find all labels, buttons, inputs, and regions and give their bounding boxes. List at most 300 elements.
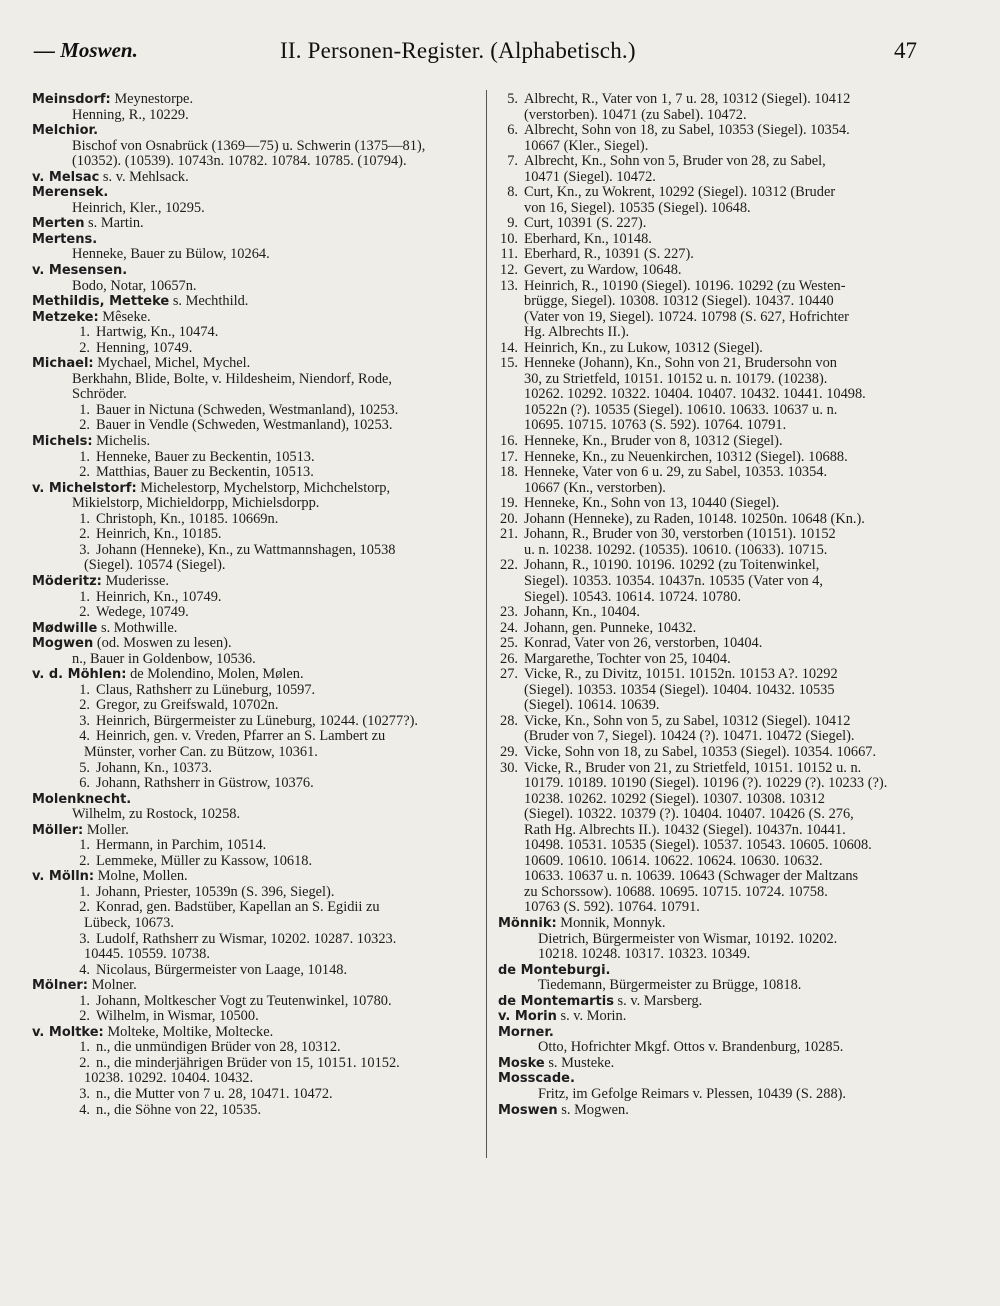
index-entry-heading — [32, 574, 476, 590]
numbered-entry — [32, 900, 476, 916]
entry-text: Matthias, Bauer zu Beckentin, 10513. — [96, 464, 314, 481]
entry-number: 8. — [507, 184, 518, 201]
index-entry-heading — [32, 263, 476, 279]
entry-continuation — [498, 823, 930, 839]
entry-text: 10445. 10559. 10738. — [84, 946, 210, 963]
entry-number: 30. — [500, 759, 518, 776]
numbered-entry — [32, 729, 476, 745]
entry-text: Bischof von Osnabrück (1369—75) u. Schwerin (1375—81), — [72, 137, 426, 154]
numbered-entry — [498, 714, 930, 730]
entry-text: Eberhard, R., 10391 (S. 227). — [524, 246, 694, 263]
entry-text: Albrecht, Sohn von 18, zu Sabel, 10353 (Siegel). 10354. — [524, 122, 850, 139]
numbered-entry — [498, 636, 930, 652]
entry-continuation — [32, 745, 476, 761]
running-head-left: — Moswen. — [34, 38, 138, 62]
entry-text: s. v. Mehlsack. — [99, 168, 189, 185]
entry-headword: v. Morin — [498, 1009, 557, 1025]
entry-text: Nicolaus, Bürgermeister von Laage, 10148. — [96, 961, 348, 978]
numbered-entry — [498, 496, 930, 512]
entry-headword: Moske — [498, 1055, 545, 1071]
entry-line — [498, 1040, 930, 1056]
entry-number: 2. — [79, 526, 90, 543]
numbered-entry — [32, 450, 476, 466]
index-entry-heading — [32, 232, 476, 248]
entry-text: 10471 (Siegel). 10472. — [524, 168, 656, 185]
entry-text: Johann, R., 10190. 10196. 10292 (zu Toitenwinkel, — [524, 557, 820, 574]
entry-text: (verstorben). 10471 (zu Sabel). 10472. — [524, 106, 747, 123]
entry-number: 1. — [79, 588, 90, 605]
numbered-entry — [498, 279, 930, 295]
entry-text: Eberhard, Kn., 10148. — [524, 230, 652, 247]
index-entry-heading — [32, 621, 476, 637]
entry-text: Johann, Rathsherr in Güstrow, 10376. — [96, 775, 314, 792]
entry-text: Konrad, Vater von 26, verstorben, 10404. — [524, 635, 763, 652]
entry-number: 1. — [79, 681, 90, 698]
entry-headword: v. Mesensen. — [32, 263, 128, 279]
entry-text: s. Mechthild. — [169, 293, 249, 310]
entry-text: Mychael, Michel, Mychel. — [93, 355, 251, 372]
entry-text: Bodo, Notar, 10657n. — [72, 277, 197, 294]
entry-text: 10695. 10715. 10763 (S. 592). 10764. 10791. — [524, 417, 787, 434]
page-title: II. Personen-Register. (Alphabetisch.) — [280, 38, 636, 63]
entry-headword: Merten — [32, 216, 85, 232]
entry-text: Molteke, Moltike, Moltecke. — [103, 1023, 274, 1040]
entry-text: Johann, Moltkescher Vogt zu Teutenwinkel, 10780. — [96, 992, 392, 1009]
entry-text: Rath Hg. Albrechts II.). 10432 (Siegel). 10437n. 10441. — [524, 821, 846, 838]
entry-continuation — [498, 776, 930, 792]
entry-headword: Mertens. — [32, 231, 98, 247]
entry-headword: Meinsdorf: — [32, 92, 111, 107]
entry-text: zu Schorssow). 10688. 10695. 10715. 10724. 10758. — [524, 883, 828, 900]
entry-text: Bauer in Nictuna (Schweden, Westmanland), 10253. — [96, 401, 399, 418]
entry-text: (Vater von 19, Siegel). 10724. 10798 (S. 627, Hofrichter — [524, 308, 849, 325]
entry-number: 3. — [79, 541, 90, 558]
numbered-entry — [498, 558, 930, 574]
entry-continuation — [498, 792, 930, 808]
entry-line — [32, 807, 476, 823]
numbered-entry — [32, 776, 476, 792]
entry-text: 10238. 10262. 10292 (Siegel). 10307. 10308. 10312 — [524, 790, 825, 807]
entry-text: Siegel). 10543. 10614. 10724. 10780. — [524, 588, 742, 605]
entry-continuation — [498, 838, 930, 854]
entry-number: 4. — [79, 961, 90, 978]
entry-number: 2. — [79, 1008, 90, 1025]
entry-continuation — [498, 403, 930, 419]
numbered-entry — [32, 963, 476, 979]
numbered-entry — [32, 418, 476, 434]
numbered-entry — [32, 527, 476, 543]
entry-text: Margarethe, Tochter von 25, 10404. — [524, 650, 731, 667]
entry-text: s. v. Morin. — [556, 1008, 627, 1025]
entry-continuation — [498, 294, 930, 310]
entry-text: Wilhelm, zu Rostock, 10258. — [72, 806, 241, 823]
index-entry-heading — [32, 978, 476, 994]
index-entry-heading — [32, 481, 476, 497]
entry-text: Vicke, R., zu Divitz, 10151. 10152n. 10153 A?. 10292 — [524, 666, 838, 683]
entry-text: Tiedemann, Bürgermeister zu Brügge, 10818. — [538, 977, 802, 994]
entry-text: s. Musteke. — [544, 1054, 615, 1071]
entry-text: Claus, Rathsherr zu Lüneburg, 10597. — [96, 681, 316, 698]
entry-text: Johann, Priester, 10539n (S. 396, Siegel). — [96, 883, 335, 900]
entry-text: Molne, Mollen. — [94, 868, 188, 885]
numbered-entry — [32, 1009, 476, 1025]
entry-headword: Mönnik: — [498, 915, 557, 931]
entry-text: n., Bauer in Goldenbow, 10536. — [72, 650, 256, 667]
entry-headword: Möderitz: — [32, 573, 102, 589]
entry-continuation — [498, 139, 930, 155]
entry-headword: Moswen — [498, 1102, 558, 1118]
numbered-entry — [32, 932, 476, 948]
entry-continuation — [498, 170, 930, 186]
entry-text: Vicke, R., Bruder von 21, zu Strietfeld, 10151. 10152 u. n. — [524, 759, 862, 776]
entry-number: 2. — [79, 852, 90, 869]
entry-number: 24. — [500, 619, 518, 636]
entry-text: Henneke, Vater von 6 u. 29, zu Sabel, 10353. 10354. — [524, 464, 828, 481]
entry-number: 28. — [500, 712, 518, 729]
entry-text: n., die Söhne von 22, 10535. — [96, 1101, 262, 1118]
entry-number: 2. — [79, 1054, 90, 1071]
entry-headword: Möller: — [32, 822, 84, 838]
entry-text: 10667 (Kler., Siegel). — [524, 137, 649, 154]
index-entry-heading — [32, 823, 476, 839]
numbered-entry — [498, 761, 930, 777]
entry-text: Hartwig, Kn., 10474. — [96, 324, 219, 341]
entry-text: Lübeck, 10673. — [84, 914, 174, 931]
index-entry-heading — [32, 92, 476, 108]
entry-text: Wilhelm, in Wismar, 10500. — [96, 1008, 259, 1025]
numbered-entry — [498, 92, 930, 108]
entry-continuation — [498, 201, 930, 217]
entry-number: 1. — [79, 883, 90, 900]
entry-text: von 16, Siegel). 10535 (Siegel). 10648. — [524, 199, 751, 216]
numbered-entry — [498, 745, 930, 761]
numbered-entry — [32, 838, 476, 854]
entry-continuation — [498, 108, 930, 124]
entry-text: Berkhahn, Blide, Bolte, v. Hildesheim, Niendorf, Rode, — [72, 370, 393, 387]
numbered-entry — [32, 994, 476, 1010]
numbered-entry — [498, 667, 930, 683]
entry-line — [32, 652, 476, 668]
entry-text: 10763 (S. 592). 10764. 10791. — [524, 899, 700, 916]
entry-text: Albrecht, Kn., Sohn von 5, Bruder von 28, zu Sabel, — [524, 153, 826, 170]
entry-line — [32, 154, 476, 170]
entry-line — [32, 387, 476, 403]
entry-continuation — [498, 372, 930, 388]
entry-number: 18. — [500, 464, 518, 481]
numbered-entry — [498, 247, 930, 263]
entry-headword: de Montemartis — [498, 993, 614, 1009]
entry-number: 21. — [500, 526, 518, 543]
entry-continuation — [498, 683, 930, 699]
entry-number: 2. — [79, 899, 90, 916]
numbered-entry — [498, 341, 930, 357]
entry-headword: Metzeke: — [32, 309, 99, 325]
index-entry-heading — [498, 1103, 930, 1119]
entry-number: 20. — [500, 510, 518, 527]
entry-text: n., die unmündigen Brüder von 28, 10312. — [96, 1039, 341, 1056]
index-entry-heading — [32, 869, 476, 885]
entry-text: Hermann, in Parchim, 10514. — [96, 837, 267, 854]
entry-number: 12. — [500, 262, 518, 279]
entry-text: u. n. 10238. 10292. (10535). 10610. (10633). 10715. — [524, 541, 828, 558]
index-entry-heading — [32, 636, 476, 652]
entry-continuation — [498, 387, 930, 403]
index-entry-heading — [32, 434, 476, 450]
entry-number: 13. — [500, 277, 518, 294]
entry-text: Johann, R., Bruder von 30, verstorben (10151). 10152 — [524, 526, 836, 543]
entry-line — [498, 947, 930, 963]
numbered-entry — [498, 232, 930, 248]
entry-headword: de Monteburgi. — [498, 962, 611, 978]
numbered-entry — [498, 605, 930, 621]
numbered-entry — [32, 1056, 476, 1072]
page-number: 47 — [894, 38, 917, 63]
entry-text: (Siegel). 10322. 10379 (?). 10404. 10407. 10426 (S. 276, — [524, 806, 854, 823]
entry-number: 25. — [500, 635, 518, 652]
entry-line — [32, 201, 476, 217]
index-entry-heading — [32, 310, 476, 326]
entry-number: 3. — [79, 1086, 90, 1102]
entry-continuation — [498, 574, 930, 590]
entry-text: Christoph, Kn., 10185. 10669n. — [96, 510, 279, 527]
entry-continuation — [498, 310, 930, 326]
entry-text: Henneke, Kn., zu Neuenkirchen, 10312 (Siegel). 10688. — [524, 448, 848, 465]
entry-text: Heinrich, Kn., zu Lukow, 10312 (Siegel). — [524, 339, 763, 356]
entry-headword: Mölner: — [32, 978, 89, 994]
entry-headword: Mosscade. — [498, 1071, 575, 1087]
index-entry-heading — [32, 185, 476, 201]
entry-number: 9. — [507, 215, 518, 232]
entry-line — [498, 978, 930, 994]
entry-number: 1. — [79, 1039, 90, 1056]
entry-number: 4. — [79, 1101, 90, 1118]
entry-text: 30, zu Strietfeld, 10151. 10152 u. n. 10179. (10238). — [524, 370, 828, 387]
entry-text: Münster, vorher Can. zu Bützow, 10361. — [84, 743, 318, 760]
entry-line — [32, 108, 476, 124]
entry-text: Henneke, Bauer zu Bülow, 10264. — [72, 246, 270, 263]
entry-text: Heinrich, Kn., 10185. — [96, 526, 222, 543]
numbered-entry — [32, 1040, 476, 1056]
numbered-entry — [32, 683, 476, 699]
entry-line — [32, 372, 476, 388]
entry-text: Michelis. — [92, 433, 151, 450]
numbered-entry — [32, 698, 476, 714]
entry-text: Michelestorp, Mychelstorp, Michchelstorp, — [136, 479, 391, 496]
entry-text: Curt, Kn., zu Wokrent, 10292 (Siegel). 10312 (Bruder — [524, 184, 836, 201]
entry-text: Mikielstorp, Michieldorpp, Michielsdorpp. — [72, 495, 320, 512]
entry-text: Heinrich, gen. v. Vreden, Pfarrer an S. Lambert zu — [96, 728, 386, 745]
index-entry-heading — [498, 1071, 930, 1087]
entry-text: (Siegel). 10353. 10354 (Siegel). 10404. 10432. 10535 — [524, 681, 835, 698]
entry-text: Ludolf, Rathsherr zu Wismar, 10202. 10287. 10323. — [96, 930, 397, 947]
numbered-entry — [32, 325, 476, 341]
entry-text: (Bruder von 7, Siegel). 10424 (?). 10471. 10472 (Siegel). — [524, 728, 855, 745]
entry-number: 26. — [500, 650, 518, 667]
entry-headword: v. Moltke: — [32, 1024, 104, 1040]
entry-text: Curt, 10391 (S. 227). — [524, 215, 647, 232]
entry-line — [32, 139, 476, 155]
numbered-entry — [32, 543, 476, 559]
entry-headword: Mødwille — [32, 620, 98, 636]
numbered-entry — [498, 263, 930, 279]
entry-text: 10522n (?). 10535 (Siegel). 10610. 10633. 10637 u. n. — [524, 401, 838, 418]
numbered-entry — [32, 714, 476, 730]
numbered-entry — [498, 512, 930, 528]
numbered-entry — [498, 356, 930, 372]
entry-headword: Merensek. — [32, 185, 109, 201]
entry-continuation — [498, 325, 930, 341]
index-entry-heading — [498, 1025, 930, 1041]
entry-number: 2. — [79, 339, 90, 356]
entry-text: n., die minderjährigen Brüder von 15, 10151. 10152. — [96, 1054, 400, 1071]
entry-text: Wedege, 10749. — [96, 604, 189, 621]
entry-text: Lemmeke, Müller zu Kassow, 10618. — [96, 852, 313, 869]
entry-text: Vicke, Sohn von 18, zu Sabel, 10353 (Siegel). 10354. 10667. — [524, 743, 877, 760]
entry-line — [32, 496, 476, 512]
entry-number: 2. — [79, 417, 90, 434]
entry-continuation — [498, 481, 930, 497]
numbered-entry — [32, 1087, 476, 1103]
entry-text: Henneke (Johann), Kn., Sohn von 21, Brudersohn von — [524, 355, 837, 372]
entry-number: 2. — [79, 604, 90, 621]
entry-continuation — [32, 558, 476, 574]
entry-text: Henneke, Kn., Bruder von 8, 10312 (Siegel). — [524, 433, 783, 450]
entry-number: 15. — [500, 355, 518, 372]
entry-number: 6. — [79, 775, 90, 792]
entry-number: 2. — [79, 464, 90, 481]
entry-number: 16. — [500, 433, 518, 450]
entry-number: 29. — [500, 743, 518, 760]
entry-continuation — [32, 947, 476, 963]
numbered-entry — [498, 527, 930, 543]
entry-headword: Melchior. — [32, 123, 99, 139]
index-entry-heading — [32, 356, 476, 372]
numbered-entry — [498, 185, 930, 201]
entry-number: 17. — [500, 448, 518, 465]
numbered-entry — [498, 465, 930, 481]
index-entry-heading — [498, 963, 930, 979]
entry-text: Otto, Hofrichter Mkgf. Ottos v. Brandenburg, 10285. — [538, 1039, 844, 1056]
numbered-entry — [498, 450, 930, 466]
entry-text: Henneke, Bauer zu Beckentin, 10513. — [96, 448, 315, 465]
entry-text: Hg. Albrechts II.). — [524, 324, 630, 341]
entry-text: Vicke, Kn., Sohn von 5, zu Sabel, 10312 (Siegel). 10412 — [524, 712, 851, 729]
column-divider — [486, 90, 487, 1158]
entry-text: Muderisse. — [101, 572, 169, 589]
entry-text: Gevert, zu Wardow, 10648. — [524, 262, 682, 279]
entry-text: Johann (Henneke), Kn., zu Wattmannshagen, 10538 — [96, 541, 396, 558]
entry-headword: v. Michelstorf: — [32, 480, 137, 496]
entry-line — [32, 279, 476, 295]
index-entry-heading — [498, 916, 930, 932]
entry-headword: Mogwen — [32, 636, 94, 652]
entry-text: de Molendino, Molen, Mølen. — [126, 666, 304, 683]
entry-headword: Michael: — [32, 356, 94, 372]
entry-text: Bauer in Vendle (Schweden, Westmanland), 10253. — [96, 417, 393, 434]
entry-headword: Molenknecht. — [32, 791, 132, 807]
entry-text: (10352). (10539). 10743n. 10782. 10784. 10785. (10794). — [72, 153, 407, 170]
index-entry-heading — [32, 792, 476, 808]
entry-text: Moller. — [83, 821, 129, 838]
entry-number: 1. — [79, 324, 90, 341]
entry-text: Johann, Kn., 10404. — [524, 604, 640, 621]
numbered-entry — [32, 605, 476, 621]
numbered-entry — [498, 621, 930, 637]
entry-number: 4. — [79, 728, 90, 745]
entry-number: 23. — [500, 604, 518, 621]
entry-number: 1. — [79, 510, 90, 527]
entry-number: 3. — [79, 712, 90, 729]
index-entry-heading — [32, 216, 476, 232]
entry-number: 10. — [500, 230, 518, 247]
numbered-entry — [32, 854, 476, 870]
index-entry-heading — [32, 667, 476, 683]
entry-text: s. Martin. — [84, 215, 144, 232]
entry-number: 22. — [500, 557, 518, 574]
entry-line — [498, 932, 930, 948]
entry-text: Henning, R., 10229. — [72, 106, 189, 123]
entry-headword: v. Mölln: — [32, 869, 95, 885]
index-entry-heading — [498, 994, 930, 1010]
entry-number: 6. — [507, 122, 518, 139]
entry-text: (Siegel). 10574 (Siegel). — [84, 557, 226, 574]
entry-headword: v. Melsac — [32, 169, 100, 185]
entry-text: n., die Mutter von 7 u. 28, 10471. 10472. — [96, 1086, 333, 1102]
entry-text: 10633. 10637 u. n. 10639. 10643 (Schwager der Maltzans — [524, 868, 859, 885]
entry-continuation — [498, 590, 930, 606]
entry-text: Henneke, Kn., Sohn von 13, 10440 (Siegel). — [524, 495, 780, 512]
entry-text: Dietrich, Bürgermeister von Wismar, 10192. 10202. — [538, 930, 838, 947]
entry-continuation — [498, 418, 930, 434]
entry-text: Konrad, gen. Badstüber, Kapellan an S. Egidii zu — [96, 899, 380, 916]
index-entry-heading — [498, 1009, 930, 1025]
right-column — [498, 92, 930, 1118]
numbered-entry — [498, 216, 930, 232]
entry-text: Monnik, Monnyk. — [556, 914, 666, 931]
entry-text: 10498. 10531. 10535 (Siegel). 10537. 10543. 10605. 10608. — [524, 837, 872, 854]
entry-number: 5. — [507, 91, 518, 107]
entry-number: 19. — [500, 495, 518, 512]
numbered-entry — [498, 154, 930, 170]
entry-number: 3. — [79, 930, 90, 947]
entry-number: 1. — [79, 837, 90, 854]
numbered-entry — [498, 123, 930, 139]
entry-line — [498, 1087, 930, 1103]
entry-number: 7. — [507, 153, 518, 170]
entry-text: brügge, Siegel). 10308. 10312 (Siegel). 10437. 10440 — [524, 293, 834, 310]
index-entry-heading — [498, 1056, 930, 1072]
entry-number: 1. — [79, 992, 90, 1009]
entry-text: Johann, gen. Punneke, 10432. — [524, 619, 697, 636]
entry-line — [32, 247, 476, 263]
entry-text: (od. Moswen zu lesen). — [93, 635, 232, 652]
entry-continuation — [498, 869, 930, 885]
numbered-entry — [32, 590, 476, 606]
entry-text: Siegel). 10353. 10354. 10437n. 10535 (Vater von 4, — [524, 572, 823, 589]
entry-text: Albrecht, R., Vater von 1, 7 u. 28, 10312 (Siegel). 10412 — [524, 91, 851, 107]
entry-continuation — [498, 885, 930, 901]
numbered-entry — [32, 885, 476, 901]
entry-text: Heinrich, Kler., 10295. — [72, 199, 205, 216]
entry-number: 2. — [79, 697, 90, 714]
numbered-entry — [498, 652, 930, 668]
entry-text: 10218. 10248. 10317. 10323. 10349. — [538, 946, 751, 963]
entry-headword: Michels: — [32, 434, 93, 450]
entry-headword: Methildis, Metteke — [32, 294, 170, 310]
entry-number: 11. — [500, 246, 518, 263]
entry-text: Johann (Henneke), zu Raden, 10148. 10250n. 10648 (Kn.). — [524, 510, 865, 527]
entry-text: Meynestorpe. — [110, 91, 194, 107]
